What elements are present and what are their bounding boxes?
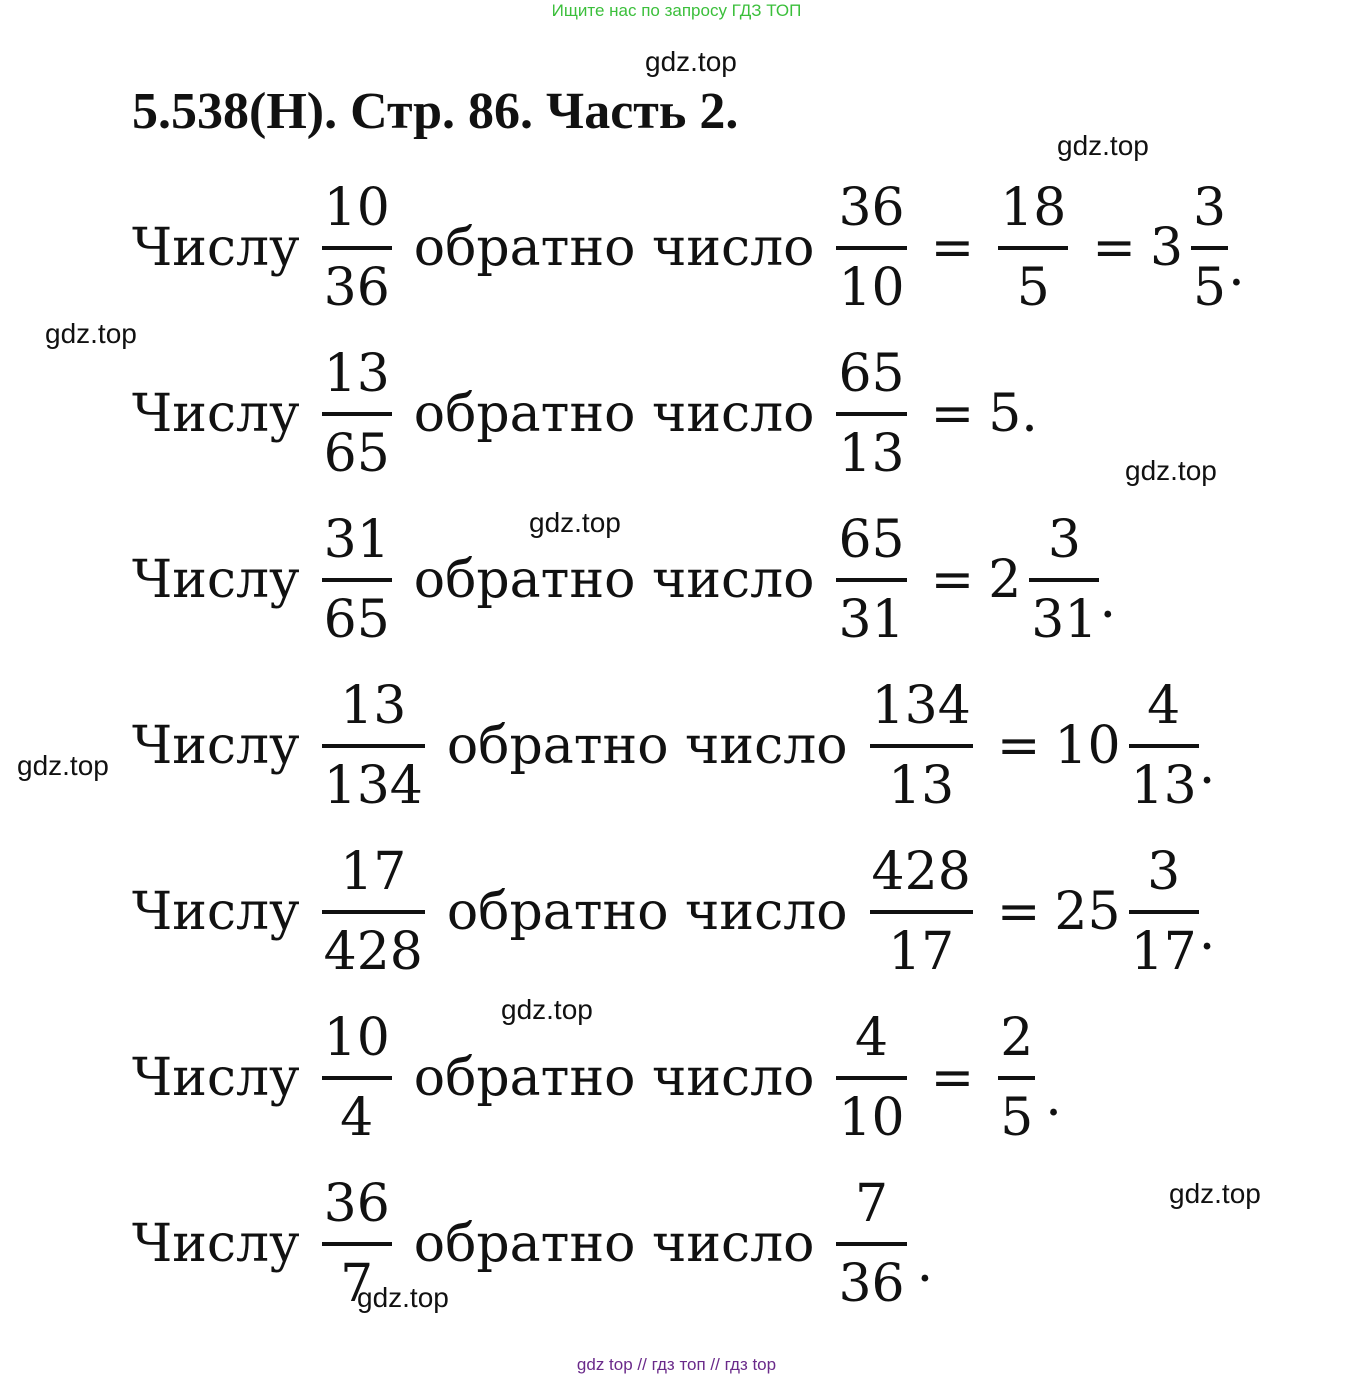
denominator: 31 [1031, 590, 1098, 650]
word-mid: обратно число [413, 218, 815, 278]
numerator: 3 [1147, 842, 1181, 902]
equation-row-2 [132, 344, 1038, 484]
equation-row-6 [132, 1008, 1062, 1148]
inverse-fraction [870, 842, 973, 982]
fraction-bar [322, 1076, 392, 1080]
numerator: 10 [323, 1008, 390, 1068]
inverse-fraction [836, 178, 906, 318]
fraction-bar [1191, 246, 1228, 250]
period: . [1198, 902, 1216, 962]
denominator: 17 [888, 922, 955, 982]
fraction-bar [322, 1242, 392, 1246]
fraction-bar [1129, 910, 1199, 914]
denominator: 65 [323, 590, 390, 650]
fraction-bar [998, 246, 1068, 250]
given-fraction [322, 344, 392, 484]
numerator: 13 [340, 676, 407, 736]
numerator: 428 [871, 842, 971, 902]
simplified-fraction [998, 1008, 1035, 1148]
watermark: gdz.top [1125, 455, 1217, 486]
page-title: 5.538(Н). Стр. 86. Часть 2. [132, 83, 739, 140]
fraction-bar [870, 744, 973, 748]
denominator: 428 [323, 922, 423, 982]
watermark: gdz.top [529, 507, 621, 538]
fraction-bar [836, 578, 906, 582]
numerator: 3 [1193, 178, 1227, 238]
equation-row-7 [132, 1174, 933, 1314]
equals-sign: = [996, 716, 1041, 776]
denominator: 10 [838, 258, 905, 318]
numerator: 65 [838, 344, 905, 404]
denominator: 17 [1130, 922, 1197, 982]
fraction-bar [322, 910, 425, 914]
watermark: gdz.top [501, 994, 593, 1025]
watermark: gdz.top [1169, 1178, 1261, 1209]
numerator: 36 [838, 178, 905, 238]
numerator: 134 [871, 676, 971, 736]
fraction-bar [870, 910, 973, 914]
numerator: 18 [1000, 178, 1067, 238]
denominator: 13 [888, 756, 955, 816]
mixed-fraction [1029, 510, 1099, 650]
equation-row-1 [132, 178, 1245, 318]
denominator: 5 [1000, 1088, 1034, 1148]
mixed-whole: 25 [1054, 882, 1121, 942]
equals-sign: = [996, 882, 1041, 942]
footer: gdz top // гдз топ // гдз top [576, 1355, 777, 1374]
denominator: 65 [323, 424, 390, 484]
fraction-bar [1129, 744, 1199, 748]
fraction-bar [836, 246, 906, 250]
watermark: gdz.top [1057, 130, 1149, 161]
denominator: 36 [838, 1254, 905, 1314]
numerator: 13 [323, 344, 390, 404]
mixed-fraction [1129, 842, 1199, 982]
word-mid: обратно число [413, 384, 815, 444]
word-mid: обратно число [413, 1048, 815, 1108]
denominator: 7 [340, 1254, 374, 1314]
fraction-bar [836, 412, 906, 416]
inverse-fraction [836, 1008, 906, 1148]
period: . [1021, 384, 1038, 444]
inverse-fraction [836, 510, 906, 650]
watermark: gdz.top [17, 750, 109, 781]
word-prefix: Числу [132, 716, 300, 776]
numerator: 65 [838, 510, 905, 570]
period: . [1228, 238, 1245, 298]
simplified-fraction [998, 178, 1068, 318]
fraction-bar [836, 1076, 906, 1080]
equation-row-4 [132, 676, 1215, 816]
denominator: 31 [838, 590, 905, 650]
word-prefix: Числу [132, 1048, 300, 1108]
numerator: 2 [1000, 1008, 1034, 1068]
mixed-fraction [1191, 178, 1228, 318]
given-fraction [322, 510, 392, 650]
numerator: 4 [1147, 676, 1181, 736]
given-fraction [322, 1008, 392, 1148]
numerator: 7 [854, 1174, 889, 1234]
denominator: 13 [838, 424, 905, 484]
equals-sign: = [930, 1048, 975, 1108]
inverse-fraction [836, 344, 906, 484]
numerator: 17 [340, 842, 407, 902]
equals-sign: = [930, 384, 975, 444]
fraction-bar [322, 744, 425, 748]
denominator: 13 [1130, 756, 1197, 816]
inverse-fraction [836, 1174, 906, 1314]
equals-sign: = [930, 218, 975, 278]
word-mid: обратно число [413, 550, 815, 610]
denominator: 5 [1193, 258, 1227, 318]
fraction-bar [322, 412, 392, 416]
result-value: 5 [988, 384, 1022, 444]
word-mid: обратно число [446, 716, 848, 776]
fraction-bar [322, 578, 392, 582]
equals-sign: = [1092, 218, 1136, 278]
equation-row-5 [132, 842, 1215, 982]
equation-row-3 [132, 510, 1116, 650]
numerator: 36 [323, 1174, 390, 1234]
word-mid: обратно число [413, 1214, 815, 1274]
denominator: 4 [340, 1088, 374, 1148]
numerator: 31 [323, 510, 390, 570]
given-fraction [322, 676, 425, 816]
period: . [1099, 570, 1116, 630]
word-prefix: Числу [132, 384, 300, 444]
numerator: 3 [1047, 510, 1081, 570]
denominator: 10 [838, 1088, 905, 1148]
watermark: gdz.top [45, 318, 137, 349]
word-mid: обратно число [446, 882, 848, 942]
fraction-bar [998, 1076, 1035, 1080]
denominator: 5 [1016, 258, 1050, 318]
numerator: 4 [854, 1008, 889, 1068]
period: . [1045, 1068, 1062, 1128]
mixed-whole: 2 [988, 550, 1022, 610]
mixed-whole: 3 [1149, 218, 1184, 278]
word-prefix: Числу [132, 550, 300, 610]
inverse-fraction [870, 676, 973, 816]
numerator: 10 [323, 178, 390, 238]
word-prefix: Числу [132, 882, 300, 942]
mixed-fraction [1129, 676, 1199, 816]
fraction-bar [1029, 578, 1099, 582]
top-banner: Ищите нас по запросу ГДЗ ТОП [551, 1, 802, 20]
denominator: 36 [323, 258, 390, 318]
word-prefix: Числу [132, 1214, 300, 1274]
equals-sign: = [930, 550, 975, 610]
given-fraction [322, 842, 425, 982]
word-prefix: Числу [132, 218, 300, 278]
period: . [916, 1234, 934, 1294]
period: . [1198, 736, 1216, 796]
mixed-whole: 10 [1054, 716, 1121, 776]
watermark: gdz.top [357, 1282, 449, 1313]
fraction-bar [836, 1242, 906, 1246]
denominator: 134 [323, 756, 423, 816]
watermark: gdz.top [645, 46, 737, 77]
given-fraction [322, 178, 392, 318]
fraction-bar [322, 246, 392, 250]
